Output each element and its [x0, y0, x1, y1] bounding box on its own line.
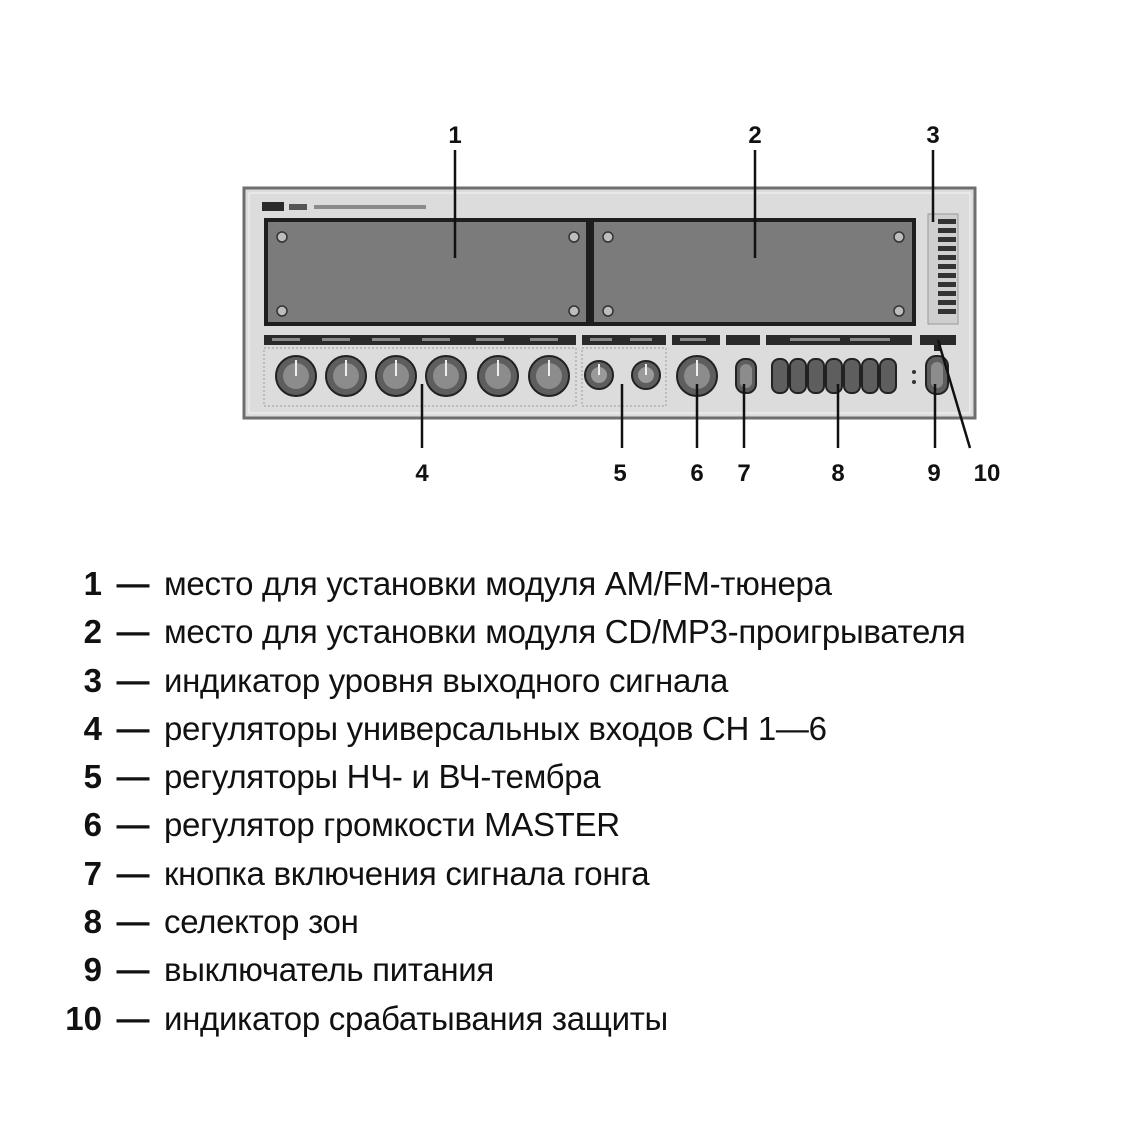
legend-number: 3	[83, 661, 102, 699]
legend-dash: —	[116, 613, 150, 651]
callout-3: 3	[926, 122, 940, 149]
legend-text: индикатор срабатывания защиты	[164, 999, 668, 1037]
legend-dash: —	[116, 661, 150, 699]
legend-dash: —	[116, 806, 150, 844]
zone-button-4[interactable]	[826, 359, 842, 393]
legend-dash: —	[116, 854, 150, 892]
legend-dash: —	[116, 758, 150, 796]
output-level-meter	[928, 214, 958, 324]
legend-number: 10	[65, 999, 102, 1037]
legend-item	[0, 801, 1148, 849]
amplifier-front-panel	[244, 188, 975, 418]
callout-4: 4	[415, 460, 429, 487]
channel-5-knob[interactable]	[478, 356, 518, 396]
legend-item	[0, 850, 1148, 898]
legend-number: 1	[83, 565, 102, 602]
chime-button[interactable]	[736, 359, 756, 393]
amplifier-diagram	[0, 0, 1148, 540]
channel-2-knob[interactable]	[326, 356, 366, 396]
channel-4-knob[interactable]	[426, 356, 466, 396]
legend-number: 2	[83, 613, 102, 651]
zone-button-7[interactable]	[880, 359, 896, 393]
zone-button-6[interactable]	[862, 359, 878, 393]
callout-2: 2	[748, 122, 762, 149]
legend-dash: —	[116, 709, 150, 747]
channel-3-knob[interactable]	[376, 356, 416, 396]
legend-text: регуляторы универсальных входов CH 1—6	[164, 709, 827, 747]
callout-1: 1	[448, 122, 462, 149]
legend-number: 6	[83, 806, 102, 844]
legend-number: 8	[83, 903, 102, 941]
legend-number: 7	[83, 854, 102, 892]
legend-text: индикатор уровня выходного сигнала	[164, 661, 729, 699]
legend-dash: —	[116, 903, 150, 941]
callout-6: 6	[690, 460, 704, 487]
callout-9: 9	[927, 460, 941, 487]
zone-selector	[772, 359, 896, 393]
legend-text: селектор зон	[164, 903, 359, 941]
zone-button-5[interactable]	[844, 359, 860, 393]
legend-number: 9	[83, 951, 102, 989]
callout-8: 8	[831, 460, 845, 487]
legend-item	[0, 608, 1148, 656]
callout-5: 5	[613, 460, 627, 487]
legend-dash: —	[116, 951, 150, 989]
legend-text: регулятор громкости MASTER	[164, 806, 620, 844]
treble-knob[interactable]	[632, 361, 660, 389]
legend-item	[0, 753, 1148, 801]
bass-knob[interactable]	[585, 361, 613, 389]
legend-text: выключатель питания	[164, 951, 495, 989]
callout-7: 7	[737, 460, 751, 487]
legend-number: 4	[83, 709, 102, 747]
legend-dash: —	[116, 565, 150, 602]
cd-mp3-module-bay	[590, 218, 916, 326]
zone-button-2[interactable]	[790, 359, 806, 393]
legend-item	[0, 946, 1148, 994]
zone-button-3[interactable]	[808, 359, 824, 393]
legend-text: регуляторы НЧ- и ВЧ-тембра	[164, 758, 601, 796]
channel-1-knob[interactable]	[276, 356, 316, 396]
legend-text: место для установки модуля AM/FM-тюнера	[164, 565, 832, 602]
legend-dash: —	[116, 999, 150, 1037]
legend-item	[0, 995, 1148, 1043]
channel-6-knob[interactable]	[529, 356, 569, 396]
legend-item	[0, 560, 1148, 608]
legend-item	[0, 705, 1148, 753]
control-label-strip	[264, 335, 956, 345]
legend-item	[0, 898, 1148, 946]
legend-number: 5	[83, 758, 102, 796]
tuner-module-bay	[264, 218, 590, 326]
zone-button-1[interactable]	[772, 359, 788, 393]
callout-10: 10	[973, 460, 1001, 487]
legend	[0, 560, 1148, 1043]
legend-item	[0, 657, 1148, 705]
legend-text: кнопка включения сигнала гонга	[164, 854, 650, 892]
legend-text: место для установки модуля CD/MP3-проигрывателя	[164, 613, 966, 651]
